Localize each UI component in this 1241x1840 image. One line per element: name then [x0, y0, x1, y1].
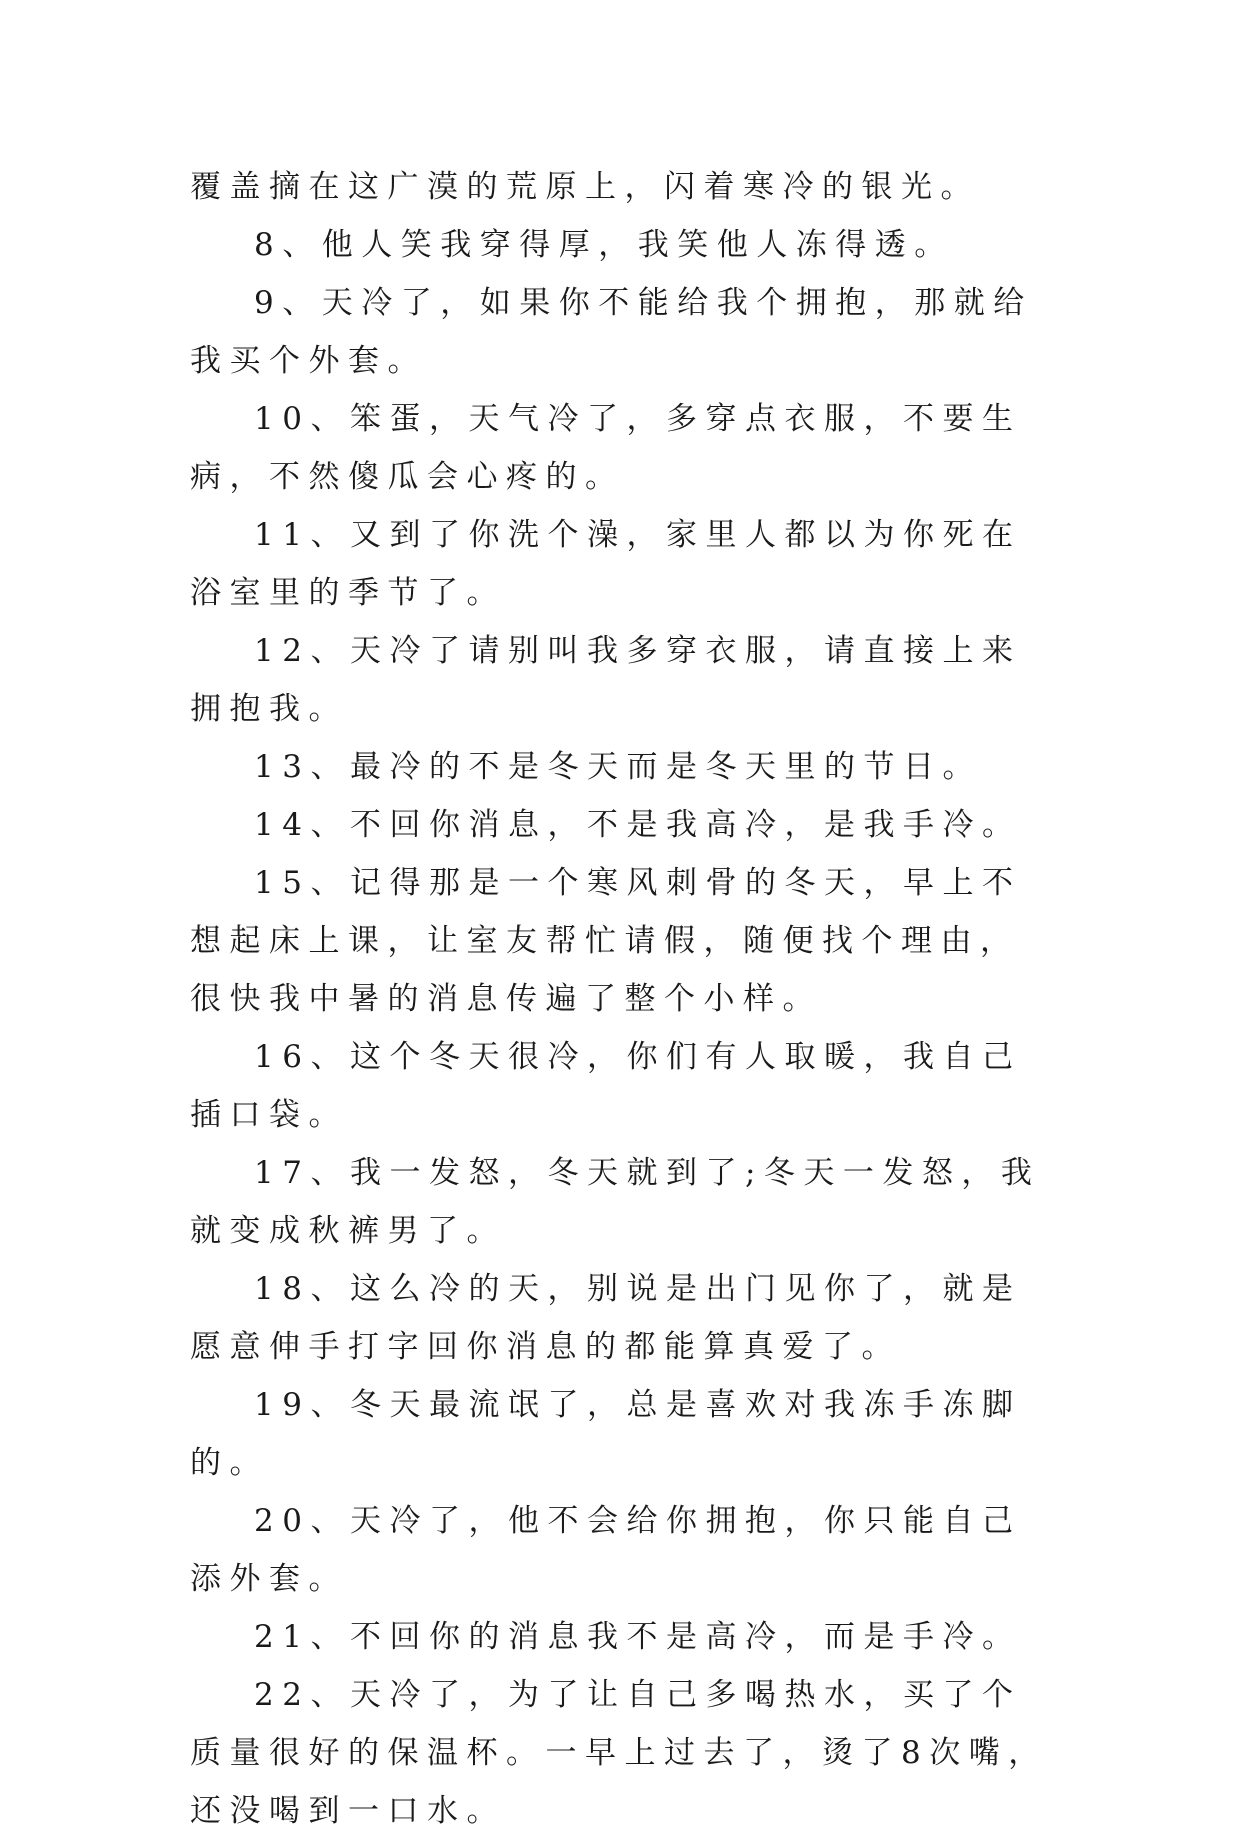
paragraph-item-10: 10、笨蛋，天气冷了，多穿点衣服，不要生病，不然傻瓜会心疼的。	[190, 401, 1022, 495]
paragraph-item-8: 8、他人笑我穿得厚，我笑他人冻得透。	[254, 227, 954, 263]
paragraph-item-21: 21、不回你的消息我不是高冷，而是手冷。	[254, 1619, 1022, 1655]
paragraph-item-11: 11、又到了你洗个澡，家里人都以为你死在浴室里的季节了。	[190, 517, 1022, 611]
paragraph-item-16: 16、这个冬天很冷，你们有人取暖，我自己插口袋。	[190, 1039, 1022, 1133]
paragraph-item-13: 13、最冷的不是冬天而是冬天里的节日。	[254, 749, 982, 785]
document-page	[190, 158, 1050, 1840]
paragraph-continuation: 覆盖摘在这广漠的荒原上，闪着寒冷的银光。	[190, 169, 980, 205]
paragraph-item-20: 20、天冷了，他不会给你拥抱，你只能自己添外套。	[190, 1503, 1022, 1597]
paragraph-item-9: 9、天冷了，如果你不能给我个拥抱，那就给我买个外套。	[190, 285, 1033, 379]
paragraph-item-22: 22、天冷了，为了让自己多喝热水，买了个质量很好的保温杯。一早上过去了，烫了8次嘴，还没喝到一口水。	[190, 1677, 1048, 1829]
paragraph-item-18: 18、这么冷的天，别说是出门见你了，就是愿意伸手打字回你消息的都能算真爱了。	[190, 1271, 1022, 1365]
paragraph-item-19: 19、冬天最流氓了，总是喜欢对我冻手冻脚的。	[190, 1387, 1022, 1481]
paragraph-item-14: 14、不回你消息，不是我高冷，是我手冷。	[254, 807, 1022, 843]
paragraph-item-17: 17、我一发怒，冬天就到了;冬天一发怒，我就变成秋裤男了。	[190, 1155, 1041, 1249]
paragraph-item-12: 12、天冷了请别叫我多穿衣服，请直接上来拥抱我。	[190, 633, 1022, 727]
paragraph-item-15: 15、记得那是一个寒风刺骨的冬天，早上不想起床上课，让室友帮忙请假，随便找个理由，很快我中暑的消息传遍了整个小样。	[190, 865, 1022, 1017]
